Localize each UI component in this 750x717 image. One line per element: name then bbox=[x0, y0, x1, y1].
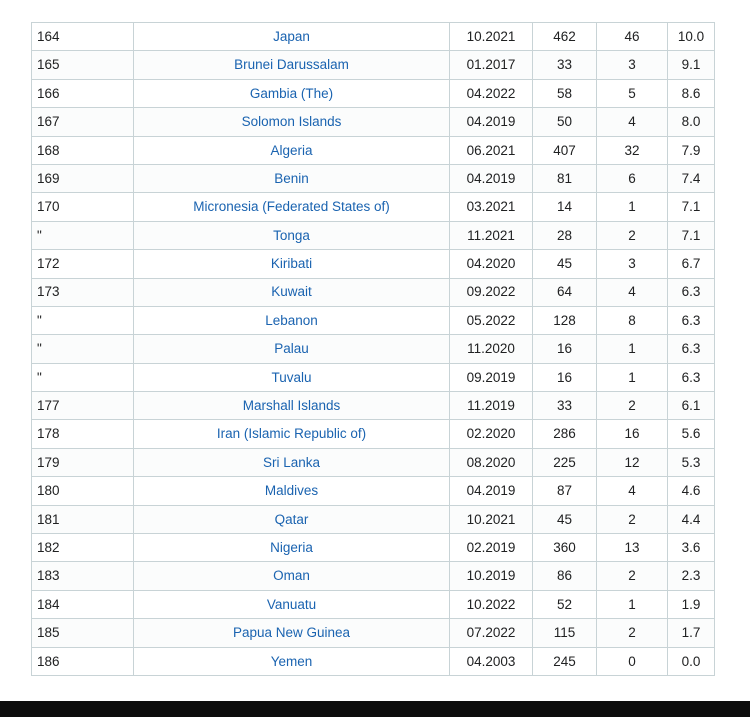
women-seats-cell: 3 bbox=[597, 250, 668, 278]
percent-women-cell: 4.4 bbox=[668, 505, 715, 533]
percent-women-cell: 7.1 bbox=[668, 193, 715, 221]
rank-cell: 185 bbox=[32, 619, 134, 647]
women-seats-cell: 16 bbox=[597, 420, 668, 448]
election-date-cell: 08.2020 bbox=[450, 448, 533, 476]
women-seats-cell: 12 bbox=[597, 448, 668, 476]
election-date-cell: 09.2022 bbox=[450, 278, 533, 306]
election-date-cell: 06.2021 bbox=[450, 136, 533, 164]
total-seats-cell: 462 bbox=[533, 23, 597, 51]
women-seats-cell: 1 bbox=[597, 363, 668, 391]
women-seats-cell: 8 bbox=[597, 306, 668, 334]
women-seats-cell: 1 bbox=[597, 335, 668, 363]
election-date-cell: 04.2019 bbox=[450, 108, 533, 136]
country-link[interactable]: Kuwait bbox=[134, 278, 450, 306]
percent-women-cell: 0.0 bbox=[668, 647, 715, 675]
women-seats-cell: 3 bbox=[597, 51, 668, 79]
country-link[interactable]: Vanuatu bbox=[134, 590, 450, 618]
election-date-cell: 04.2019 bbox=[450, 477, 533, 505]
election-date-cell: 04.2019 bbox=[450, 164, 533, 192]
percent-women-cell: 6.3 bbox=[668, 278, 715, 306]
percent-women-cell: 6.1 bbox=[668, 392, 715, 420]
table-row bbox=[32, 164, 715, 192]
election-date-cell: 04.2022 bbox=[450, 79, 533, 107]
rank-cell: 164 bbox=[32, 23, 134, 51]
percent-women-cell: 7.9 bbox=[668, 136, 715, 164]
rank-cell: 183 bbox=[32, 562, 134, 590]
country-link[interactable]: Iran (Islamic Republic of) bbox=[134, 420, 450, 448]
election-date-cell: 10.2022 bbox=[450, 590, 533, 618]
ranking-table bbox=[31, 22, 715, 676]
table-row bbox=[32, 306, 715, 334]
women-seats-cell: 2 bbox=[597, 619, 668, 647]
country-link[interactable]: Gambia (The) bbox=[134, 79, 450, 107]
rank-cell: 186 bbox=[32, 647, 134, 675]
percent-women-cell: 10.0 bbox=[668, 23, 715, 51]
table-row bbox=[32, 505, 715, 533]
table-row bbox=[32, 108, 715, 136]
women-seats-cell: 46 bbox=[597, 23, 668, 51]
rank-cell: 168 bbox=[32, 136, 134, 164]
percent-women-cell: 6.7 bbox=[668, 250, 715, 278]
rank-cell: 170 bbox=[32, 193, 134, 221]
country-link[interactable]: Qatar bbox=[134, 505, 450, 533]
table-row bbox=[32, 534, 715, 562]
total-seats-cell: 245 bbox=[533, 647, 597, 675]
election-date-cell: 11.2020 bbox=[450, 335, 533, 363]
total-seats-cell: 58 bbox=[533, 79, 597, 107]
election-date-cell: 01.2017 bbox=[450, 51, 533, 79]
women-seats-cell: 5 bbox=[597, 79, 668, 107]
percent-women-cell: 7.1 bbox=[668, 221, 715, 249]
rank-cell: " bbox=[32, 306, 134, 334]
country-link[interactable]: Micronesia (Federated States of) bbox=[134, 193, 450, 221]
table-row bbox=[32, 79, 715, 107]
country-link[interactable]: Nigeria bbox=[134, 534, 450, 562]
table-row bbox=[32, 590, 715, 618]
bottom-bar bbox=[0, 701, 750, 717]
total-seats-cell: 225 bbox=[533, 448, 597, 476]
election-date-cell: 11.2019 bbox=[450, 392, 533, 420]
country-link[interactable]: Maldives bbox=[134, 477, 450, 505]
total-seats-cell: 14 bbox=[533, 193, 597, 221]
table-row bbox=[32, 420, 715, 448]
election-date-cell: 04.2020 bbox=[450, 250, 533, 278]
election-date-cell: 07.2022 bbox=[450, 619, 533, 647]
women-seats-cell: 4 bbox=[597, 278, 668, 306]
women-seats-cell: 2 bbox=[597, 562, 668, 590]
total-seats-cell: 16 bbox=[533, 363, 597, 391]
total-seats-cell: 81 bbox=[533, 164, 597, 192]
country-link[interactable]: Palau bbox=[134, 335, 450, 363]
election-date-cell: 10.2021 bbox=[450, 23, 533, 51]
table-row bbox=[32, 136, 715, 164]
rank-cell: 167 bbox=[32, 108, 134, 136]
total-seats-cell: 115 bbox=[533, 619, 597, 647]
election-date-cell: 10.2019 bbox=[450, 562, 533, 590]
table-row bbox=[32, 278, 715, 306]
rank-cell: 177 bbox=[32, 392, 134, 420]
women-seats-cell: 4 bbox=[597, 477, 668, 505]
table-row bbox=[32, 23, 715, 51]
women-seats-cell: 2 bbox=[597, 505, 668, 533]
women-seats-cell: 1 bbox=[597, 193, 668, 221]
country-link[interactable]: Yemen bbox=[134, 647, 450, 675]
rank-cell: 172 bbox=[32, 250, 134, 278]
women-seats-cell: 2 bbox=[597, 392, 668, 420]
election-date-cell: 09.2019 bbox=[450, 363, 533, 391]
country-link[interactable]: Marshall Islands bbox=[134, 392, 450, 420]
country-link[interactable]: Kiribati bbox=[134, 250, 450, 278]
rank-cell: 178 bbox=[32, 420, 134, 448]
table-row bbox=[32, 477, 715, 505]
country-link[interactable]: Algeria bbox=[134, 136, 450, 164]
women-seats-cell: 13 bbox=[597, 534, 668, 562]
country-link[interactable]: Tonga bbox=[134, 221, 450, 249]
country-link[interactable]: Japan bbox=[134, 23, 450, 51]
country-link[interactable]: Tuvalu bbox=[134, 363, 450, 391]
total-seats-cell: 16 bbox=[533, 335, 597, 363]
rank-cell: 166 bbox=[32, 79, 134, 107]
rank-cell: 180 bbox=[32, 477, 134, 505]
percent-women-cell: 6.3 bbox=[668, 363, 715, 391]
total-seats-cell: 45 bbox=[533, 250, 597, 278]
women-seats-cell: 1 bbox=[597, 590, 668, 618]
total-seats-cell: 407 bbox=[533, 136, 597, 164]
election-date-cell: 03.2021 bbox=[450, 193, 533, 221]
percent-women-cell: 8.6 bbox=[668, 79, 715, 107]
table-row bbox=[32, 619, 715, 647]
percent-women-cell: 6.3 bbox=[668, 306, 715, 334]
women-seats-cell: 32 bbox=[597, 136, 668, 164]
election-date-cell: 04.2003 bbox=[450, 647, 533, 675]
rank-cell: " bbox=[32, 363, 134, 391]
total-seats-cell: 52 bbox=[533, 590, 597, 618]
election-date-cell: 02.2020 bbox=[450, 420, 533, 448]
table-row bbox=[32, 335, 715, 363]
percent-women-cell: 9.1 bbox=[668, 51, 715, 79]
total-seats-cell: 286 bbox=[533, 420, 597, 448]
country-link[interactable]: Benin bbox=[134, 164, 450, 192]
percent-women-cell: 5.3 bbox=[668, 448, 715, 476]
percent-women-cell: 8.0 bbox=[668, 108, 715, 136]
total-seats-cell: 45 bbox=[533, 505, 597, 533]
country-link[interactable]: Papua New Guinea bbox=[134, 619, 450, 647]
table-row bbox=[32, 448, 715, 476]
rank-cell: 184 bbox=[32, 590, 134, 618]
country-link[interactable]: Lebanon bbox=[134, 306, 450, 334]
table-row bbox=[32, 51, 715, 79]
table-row bbox=[32, 250, 715, 278]
table-row bbox=[32, 193, 715, 221]
table-row bbox=[32, 562, 715, 590]
percent-women-cell: 2.3 bbox=[668, 562, 715, 590]
rank-cell: 165 bbox=[32, 51, 134, 79]
country-link[interactable]: Sri Lanka bbox=[134, 448, 450, 476]
women-seats-cell: 2 bbox=[597, 221, 668, 249]
percent-women-cell: 3.6 bbox=[668, 534, 715, 562]
percent-women-cell: 5.6 bbox=[668, 420, 715, 448]
women-seats-cell: 0 bbox=[597, 647, 668, 675]
total-seats-cell: 50 bbox=[533, 108, 597, 136]
total-seats-cell: 64 bbox=[533, 278, 597, 306]
rank-cell: " bbox=[32, 221, 134, 249]
percent-women-cell: 6.3 bbox=[668, 335, 715, 363]
table-row bbox=[32, 392, 715, 420]
rank-cell: " bbox=[32, 335, 134, 363]
total-seats-cell: 28 bbox=[533, 221, 597, 249]
rank-cell: 182 bbox=[32, 534, 134, 562]
rank-cell: 181 bbox=[32, 505, 134, 533]
table-row bbox=[32, 221, 715, 249]
percent-women-cell: 4.6 bbox=[668, 477, 715, 505]
table-body bbox=[32, 23, 715, 676]
table-row bbox=[32, 363, 715, 391]
rank-cell: 173 bbox=[32, 278, 134, 306]
country-link[interactable]: Solomon Islands bbox=[134, 108, 450, 136]
rank-cell: 179 bbox=[32, 448, 134, 476]
election-date-cell: 11.2021 bbox=[450, 221, 533, 249]
election-date-cell: 02.2019 bbox=[450, 534, 533, 562]
total-seats-cell: 33 bbox=[533, 51, 597, 79]
total-seats-cell: 128 bbox=[533, 306, 597, 334]
women-seats-cell: 4 bbox=[597, 108, 668, 136]
total-seats-cell: 86 bbox=[533, 562, 597, 590]
percent-women-cell: 1.9 bbox=[668, 590, 715, 618]
country-link[interactable]: Oman bbox=[134, 562, 450, 590]
total-seats-cell: 360 bbox=[533, 534, 597, 562]
rank-cell: 169 bbox=[32, 164, 134, 192]
country-link[interactable]: Brunei Darussalam bbox=[134, 51, 450, 79]
total-seats-cell: 33 bbox=[533, 392, 597, 420]
table-row bbox=[32, 647, 715, 675]
women-seats-cell: 6 bbox=[597, 164, 668, 192]
election-date-cell: 10.2021 bbox=[450, 505, 533, 533]
total-seats-cell: 87 bbox=[533, 477, 597, 505]
percent-women-cell: 1.7 bbox=[668, 619, 715, 647]
election-date-cell: 05.2022 bbox=[450, 306, 533, 334]
percent-women-cell: 7.4 bbox=[668, 164, 715, 192]
